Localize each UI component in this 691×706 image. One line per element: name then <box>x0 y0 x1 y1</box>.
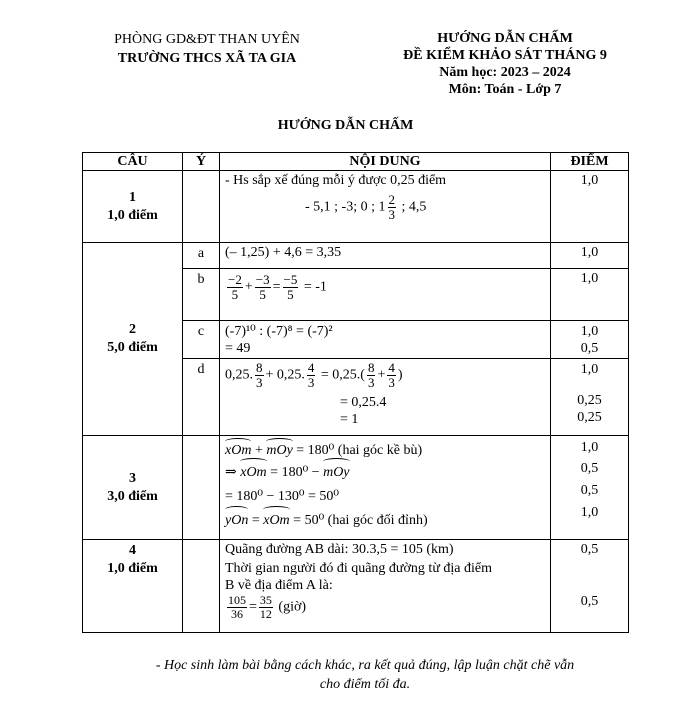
header-left <box>92 30 322 68</box>
numerator: −5 <box>283 272 298 287</box>
content-line <box>225 461 550 485</box>
sub-label: d <box>183 359 220 436</box>
text: 0,25. <box>225 367 253 383</box>
sub-cell <box>183 540 220 633</box>
fraction <box>227 594 247 621</box>
score: 0,5 <box>580 594 599 609</box>
text: - 5,1 ; -3; 0 ; 1 <box>305 199 386 215</box>
table-row <box>83 171 629 243</box>
subject: Môn: Toán - Lớp 7 <box>448 82 562 97</box>
question-number: 3 <box>129 470 136 486</box>
score: 1,0 <box>580 362 599 377</box>
score: 1,0 <box>580 173 599 188</box>
numerator: 8 <box>367 360 375 375</box>
text: = 180⁰ − <box>270 465 320 480</box>
result: = -1 <box>303 279 327 295</box>
text: ) <box>397 367 403 383</box>
denominator: 5 <box>287 287 294 302</box>
score: 0,5 <box>580 461 599 476</box>
score-cell <box>551 269 629 321</box>
fraction <box>259 594 273 621</box>
numerator: −2 <box>228 272 242 287</box>
content-line: (– 1,25) + 4,6 = 3,35 <box>225 245 342 260</box>
sub-label: b <box>183 269 220 321</box>
question-points: 1,0 điểm <box>107 561 158 576</box>
question-number: 4 <box>129 543 136 558</box>
denominator: 3 <box>388 375 395 390</box>
question-number: 1 <box>129 189 136 205</box>
text: = 50⁰ (hai góc đối đỉnh) <box>293 513 428 528</box>
numerator: 35 <box>259 593 272 607</box>
score: 1,0 <box>580 271 599 286</box>
angle: mOy <box>266 441 292 461</box>
score: 1,0 <box>580 505 599 520</box>
numerator: 4 <box>307 360 315 375</box>
doc-title: HƯỚNG DẪN CHẤM <box>437 31 573 46</box>
denominator: 5 <box>231 287 239 302</box>
numerator: 2 <box>388 192 395 207</box>
content-cell <box>220 269 551 321</box>
question-points: 5,0 điểm <box>107 340 158 355</box>
angle: xOm <box>240 461 266 485</box>
implies: ⇒ <box>225 465 237 480</box>
table-row <box>83 540 629 633</box>
fraction <box>255 273 271 302</box>
score-cell <box>551 540 629 633</box>
numerator: 105 <box>228 593 246 607</box>
doc-subtitle: ĐỀ KIỂM KHẢO SÁT THÁNG 9 <box>403 48 607 63</box>
fraction <box>367 361 376 390</box>
fraction <box>388 193 397 222</box>
score: 0,25 <box>577 410 602 425</box>
operator: = <box>272 279 281 295</box>
text: + 0,25. <box>265 367 305 383</box>
denominator: 5 <box>259 287 266 302</box>
note-line: - Học sinh làm bài bằng cách khác, ra kết quả đúng, lập luận chặt chẽ vẫn <box>155 658 575 673</box>
content-cell <box>220 359 551 436</box>
question-4-cell <box>83 540 183 633</box>
fraction <box>307 361 316 390</box>
department-name: PHÒNG GD&ĐT THAN UYÊN <box>114 32 300 47</box>
fraction <box>387 361 396 390</box>
content-line: Quãng đường AB dài: 30.3,5 = 105 (km) <box>225 542 454 557</box>
content-line <box>225 193 550 222</box>
header-right <box>360 30 650 98</box>
denominator: 36 <box>231 607 243 621</box>
header-noidung: NỘI DUNG <box>220 153 551 171</box>
table-row <box>83 436 629 540</box>
grading-table <box>82 152 629 633</box>
operator: + <box>244 279 253 295</box>
school-name: TRƯỜNG THCS XÃ TA GIA <box>117 51 297 66</box>
score: 0,5 <box>580 483 599 498</box>
content-line <box>225 273 550 302</box>
score-cell <box>551 359 629 436</box>
angle: xOm <box>225 441 251 461</box>
fraction <box>283 273 299 302</box>
note-line: cho điểm tối đa. <box>319 677 411 692</box>
text: ; 4,5 <box>401 199 427 215</box>
question-2-cell <box>83 243 183 436</box>
score: 0,25 <box>577 393 602 408</box>
numerator: 8 <box>256 360 263 375</box>
fraction <box>227 273 243 302</box>
sub-cell <box>183 436 220 540</box>
content-cell <box>220 436 551 540</box>
angle: xOm <box>263 509 289 533</box>
fraction <box>255 361 264 390</box>
header-diem: ĐIỂM <box>551 153 629 171</box>
question-1-cell <box>83 171 183 243</box>
score-cell <box>551 321 629 359</box>
sub-cell <box>183 171 220 243</box>
question-number: 2 <box>129 322 136 337</box>
header-cau: CÂU <box>83 153 183 171</box>
content-line <box>225 361 550 390</box>
table-row <box>83 243 629 269</box>
content-cell <box>220 243 551 269</box>
table-header-row <box>83 153 629 171</box>
operator: + <box>377 367 386 383</box>
score: 1,0 <box>580 324 599 339</box>
score-cell <box>551 171 629 243</box>
unit: (giờ) <box>278 599 307 615</box>
numerator: 4 <box>388 360 395 375</box>
denominator: 3 <box>256 375 263 390</box>
content-cell <box>220 171 551 243</box>
denominator: 3 <box>307 375 315 390</box>
footer-note <box>100 656 630 694</box>
header-y: Ý <box>183 153 220 171</box>
score-cell <box>551 243 629 269</box>
content-line: Thời gian người đó đi quãng đường từ địa điểm <box>225 561 492 576</box>
score: 1,0 <box>580 440 599 455</box>
operator: + <box>254 443 263 458</box>
text: = 0,25.( <box>320 367 365 383</box>
content-line <box>225 509 550 533</box>
content-line <box>225 594 550 621</box>
angle: mOy <box>323 461 349 485</box>
content-line: - Hs sắp xế đúng mỗi ý được 0,25 điểm <box>225 173 447 188</box>
content-line: (-7)¹⁰ : (-7)⁸ = (-7)² <box>225 324 333 339</box>
denominator: 3 <box>367 375 375 390</box>
score: 0,5 <box>580 341 599 356</box>
text: = 180⁰ (hai góc kề bù) <box>296 443 423 458</box>
operator: = <box>251 513 260 528</box>
sub-label: a <box>183 243 220 269</box>
operator: = <box>249 599 257 615</box>
sub-label: c <box>183 321 220 359</box>
question-points: 1,0 điểm <box>107 207 158 223</box>
question-points: 3,0 điểm <box>107 488 158 504</box>
content-cell <box>220 321 551 359</box>
content-line: = 49 <box>225 341 251 356</box>
content-line: = 180⁰ − 130⁰ = 50⁰ <box>225 489 340 504</box>
school-year: Năm học: 2023 – 2024 <box>439 65 571 80</box>
content-line: B về địa điểm A là: <box>225 578 333 593</box>
score: 0,5 <box>580 542 599 557</box>
question-3-cell <box>83 436 183 540</box>
denominator: 3 <box>388 207 395 222</box>
page-title: HƯỚNG DẪN CHẤM <box>277 118 414 133</box>
content-line: = 0,25.4 <box>340 395 387 410</box>
content-line <box>225 441 550 461</box>
denominator: 12 <box>259 607 272 621</box>
score: 1,0 <box>580 245 599 260</box>
angle: yOn <box>225 509 248 533</box>
content-cell <box>220 540 551 633</box>
score-cell <box>551 436 629 540</box>
numerator: −3 <box>255 272 270 287</box>
content-line: = 1 <box>340 412 359 427</box>
